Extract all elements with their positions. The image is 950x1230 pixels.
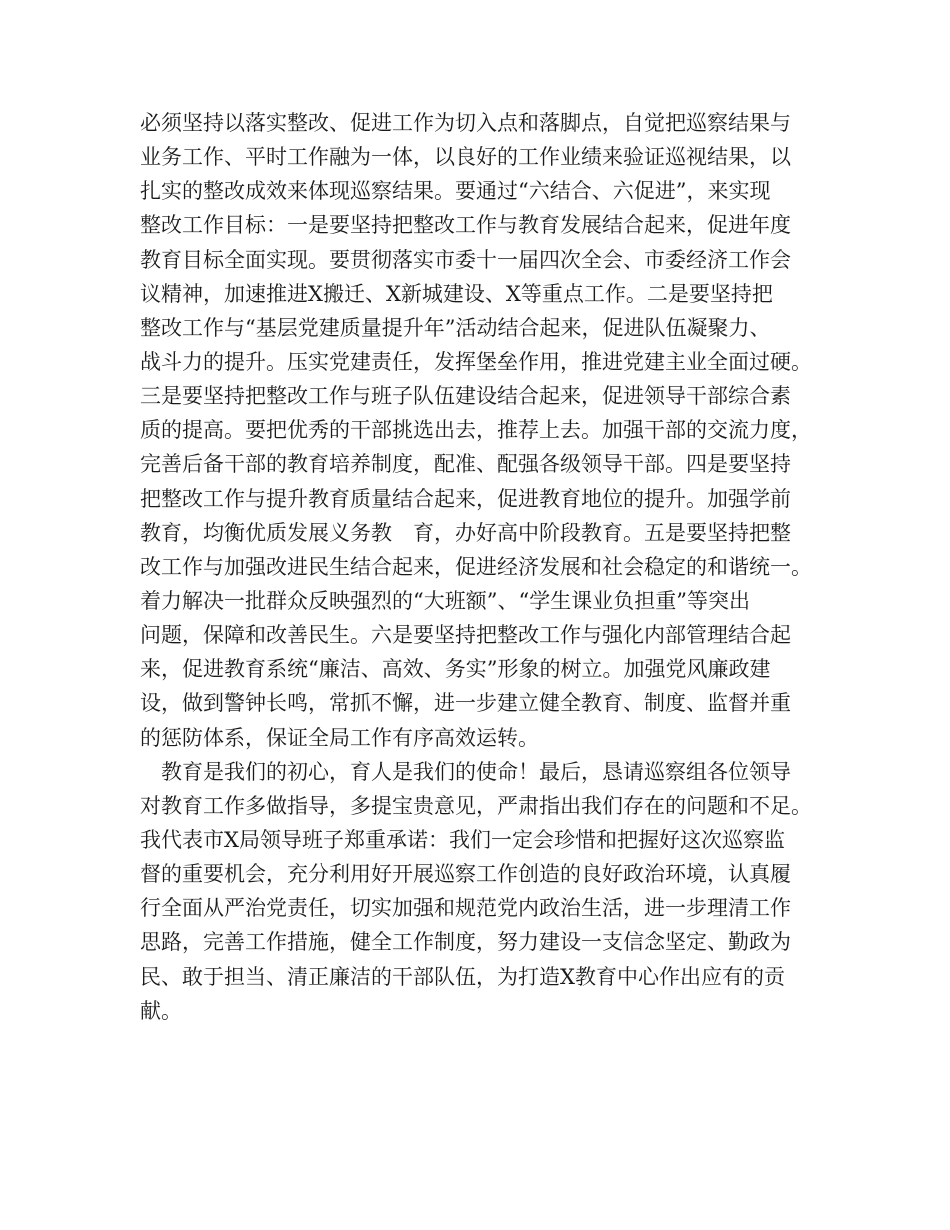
text-line: 对教育工作多做指导，多提宝贵意见，严肃指出我们存在的问题和不足。 — [140, 793, 812, 818]
text-line: 设，做到警钟长鸣，常抓不懈，进一步建立健全教育、制度、监督并重 — [140, 691, 791, 716]
text-line: 三是要坚持把整改工作与班子队伍建设结合起来，促进领导干部综合素 — [140, 384, 791, 409]
text-line: 必须坚持以落实整改、促进工作为切入点和落脚点，自觉把巡察结果与 — [140, 111, 791, 135]
text-line: 民、敢于担当、清正廉洁的干部队伍，为打造X教育中心作出应有的贡 — [140, 964, 785, 989]
text-line: 我代表市X局领导班子郑重承诺：我们一定会珍惜和把握好这次巡察监 — [140, 827, 785, 852]
text-line: 质的提高。要把优秀的干部挑选出去，推荐上去。加强干部的交流力度， — [140, 418, 812, 443]
text-line: 思路，完善工作措施，健全工作制度，努力建设一支信念坚定、勤政为 — [140, 930, 791, 955]
text-line: 整改工作与“基层党建质量提升年”活动结合起来，促进队伍凝聚力、 — [140, 315, 771, 340]
text-line: 战斗力的提升。压实党建责任，发挥堡垒作用，推进党建主业全面过硬。 — [140, 349, 812, 374]
text-line: 整改工作目标：一是要坚持把整改工作与教育发展结合起来，促进年度 — [140, 213, 791, 238]
text-line: 把整改工作与提升教育质量结合起来，促进教育地位的提升。加强学前 — [140, 486, 791, 511]
body-text — [140, 106, 830, 1028]
text-line: 业务工作、平时工作融为一体，以良好的工作业绩来验证巡视结果，以 — [140, 145, 791, 170]
text-line: 行全面从严治党责任，切实加强和规范党内政治生活，进一步理清工作 — [140, 896, 791, 921]
text-line: 完善后备干部的教育培养制度，配准、配强各级领导干部。四是要坚持 — [140, 452, 791, 477]
text-line: 教育目标全面实现。要贯彻落实市委十一届四次全会、市委经济工作会 — [140, 247, 791, 272]
text-line: 的惩防体系，保证全局工作有序高效运转。 — [140, 725, 539, 750]
text-line: 教育，均衡优质发展义务教 育，办好高中阶段教育。五是要坚持把整 — [140, 520, 791, 545]
text-line: 扎实的整改成效来体现巡察结果。要通过“六结合、六促进”，来实现 — [140, 179, 771, 204]
text-line: 来，促进教育系统“廉洁、高效、务实”形象的树立。加强党风廉政建 — [140, 657, 771, 682]
text-line: 议精神，加速推进X搬迁、X新城建设、X等重点工作。二是要坚持把 — [140, 281, 773, 306]
text-line: 问题，保障和改善民生。六是要坚持把整改工作与强化内部管理结合起 — [140, 623, 791, 648]
text-line: 着力解决一批群众反映强烈的“大班额”、“学生课业负担重”等突出 — [140, 588, 750, 613]
text-line: 教育是我们的初心，育人是我们的使命！最后，恳请巡察组各位领导 — [140, 759, 791, 784]
text-line: 献。 — [140, 998, 182, 1023]
text-line: 改工作与加强改进民生结合起来，促进经济发展和社会稳定的和谐统一。 — [140, 554, 812, 579]
text-line: 督的重要机会，充分利用好开展巡察工作创造的良好政治环境，认真履 — [140, 862, 791, 887]
